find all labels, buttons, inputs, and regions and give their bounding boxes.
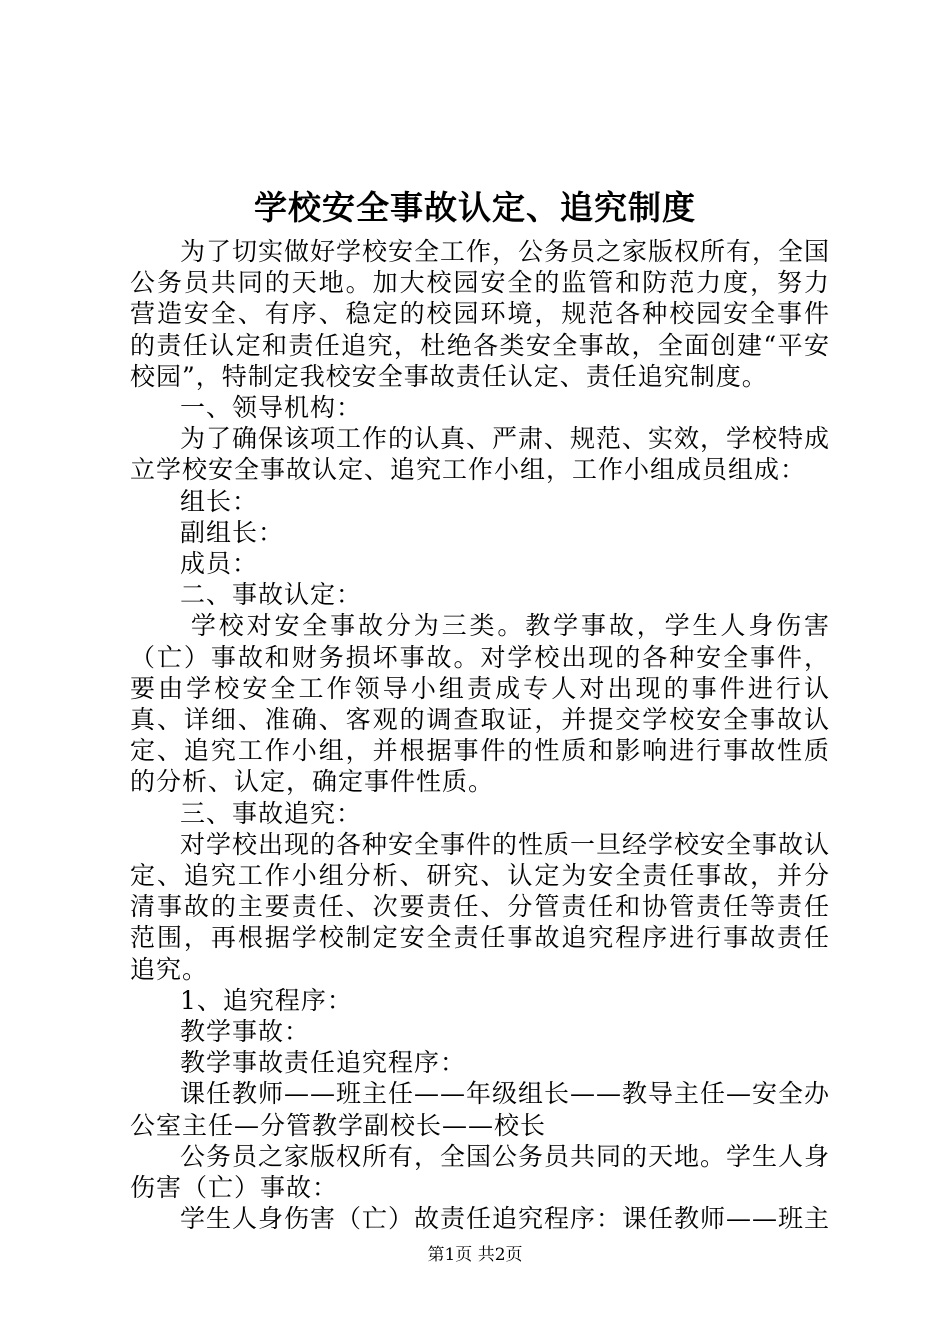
page-number-footer: 第1页 共2页 [427,1245,523,1265]
paragraph: 为了确保该项工作的认真、严肃、规范、实效，学校特成立学校安全事故认定、追究工作小组，工作小组成员组成： [130,424,831,485]
paragraph: 学生人身伤害（亡）故责任追究程序：课任教师——班主 [180,1204,831,1234]
paragraph: 为了切实做好学校安全工作，公务员之家版权所有，全国公务员共同的天地。加大校园安全的监管和防范力度，努力营造安全、有序、稳定的校园环境，规范各种校园安全事件的责任认定和责任追究，杜绝各类安全事故，全面创建“平安校园”，特制定我校安全事故责任认定、责任追究制度。 [130,237,831,391]
paragraph: 教学事故： [180,1017,311,1047]
section-heading: 二、事故认定： [180,580,363,610]
paragraph: 组长： [180,486,259,516]
document-body [130,236,830,1235]
paragraph: 公务员之家版权所有，全国公务员共同的天地。学生人身伤害（亡）事故： [130,1141,831,1203]
paragraph: 成员： [180,549,259,579]
paragraph: 学校对安全事故分为三类。教学事故，学生人身伤害（亡）事故和财务损坏事故。对学校出现的各种安全事件，要由学校安全工作领导小组责成专人对出现的事件进行认真、详细、准确、客观的调查取证，并提交学校安全事故认定、追究工作小组，并根据事件的性质和影响进行事故性质的分析、认定，确定事件性质。 [130,611,830,797]
paragraph: 1、追究程序： [180,985,353,1015]
paragraph: 副组长： [180,517,285,547]
document-title: 学校安全事故认定、追究制度 [254,188,696,227]
section-heading: 三、事故追究： [180,798,363,828]
paragraph: 教学事故责任追究程序： [180,1048,467,1078]
paragraph: 对学校出现的各种安全事件的性质一旦经学校安全事故认定、追究工作小组分析、研究、认定为安全责任事故，并分清事故的主要责任、次要责任、分管责任和协管责任等责任范围，再根据学校制定安全责任事故追究程序进行事故责任追究。 [130,829,831,984]
section-heading: 一、领导机构： [180,393,363,423]
paragraph: 课任教师——班主任——年级组长——教导主任—安全办公室主任—分管教学副校长——校长 [130,1079,831,1140]
